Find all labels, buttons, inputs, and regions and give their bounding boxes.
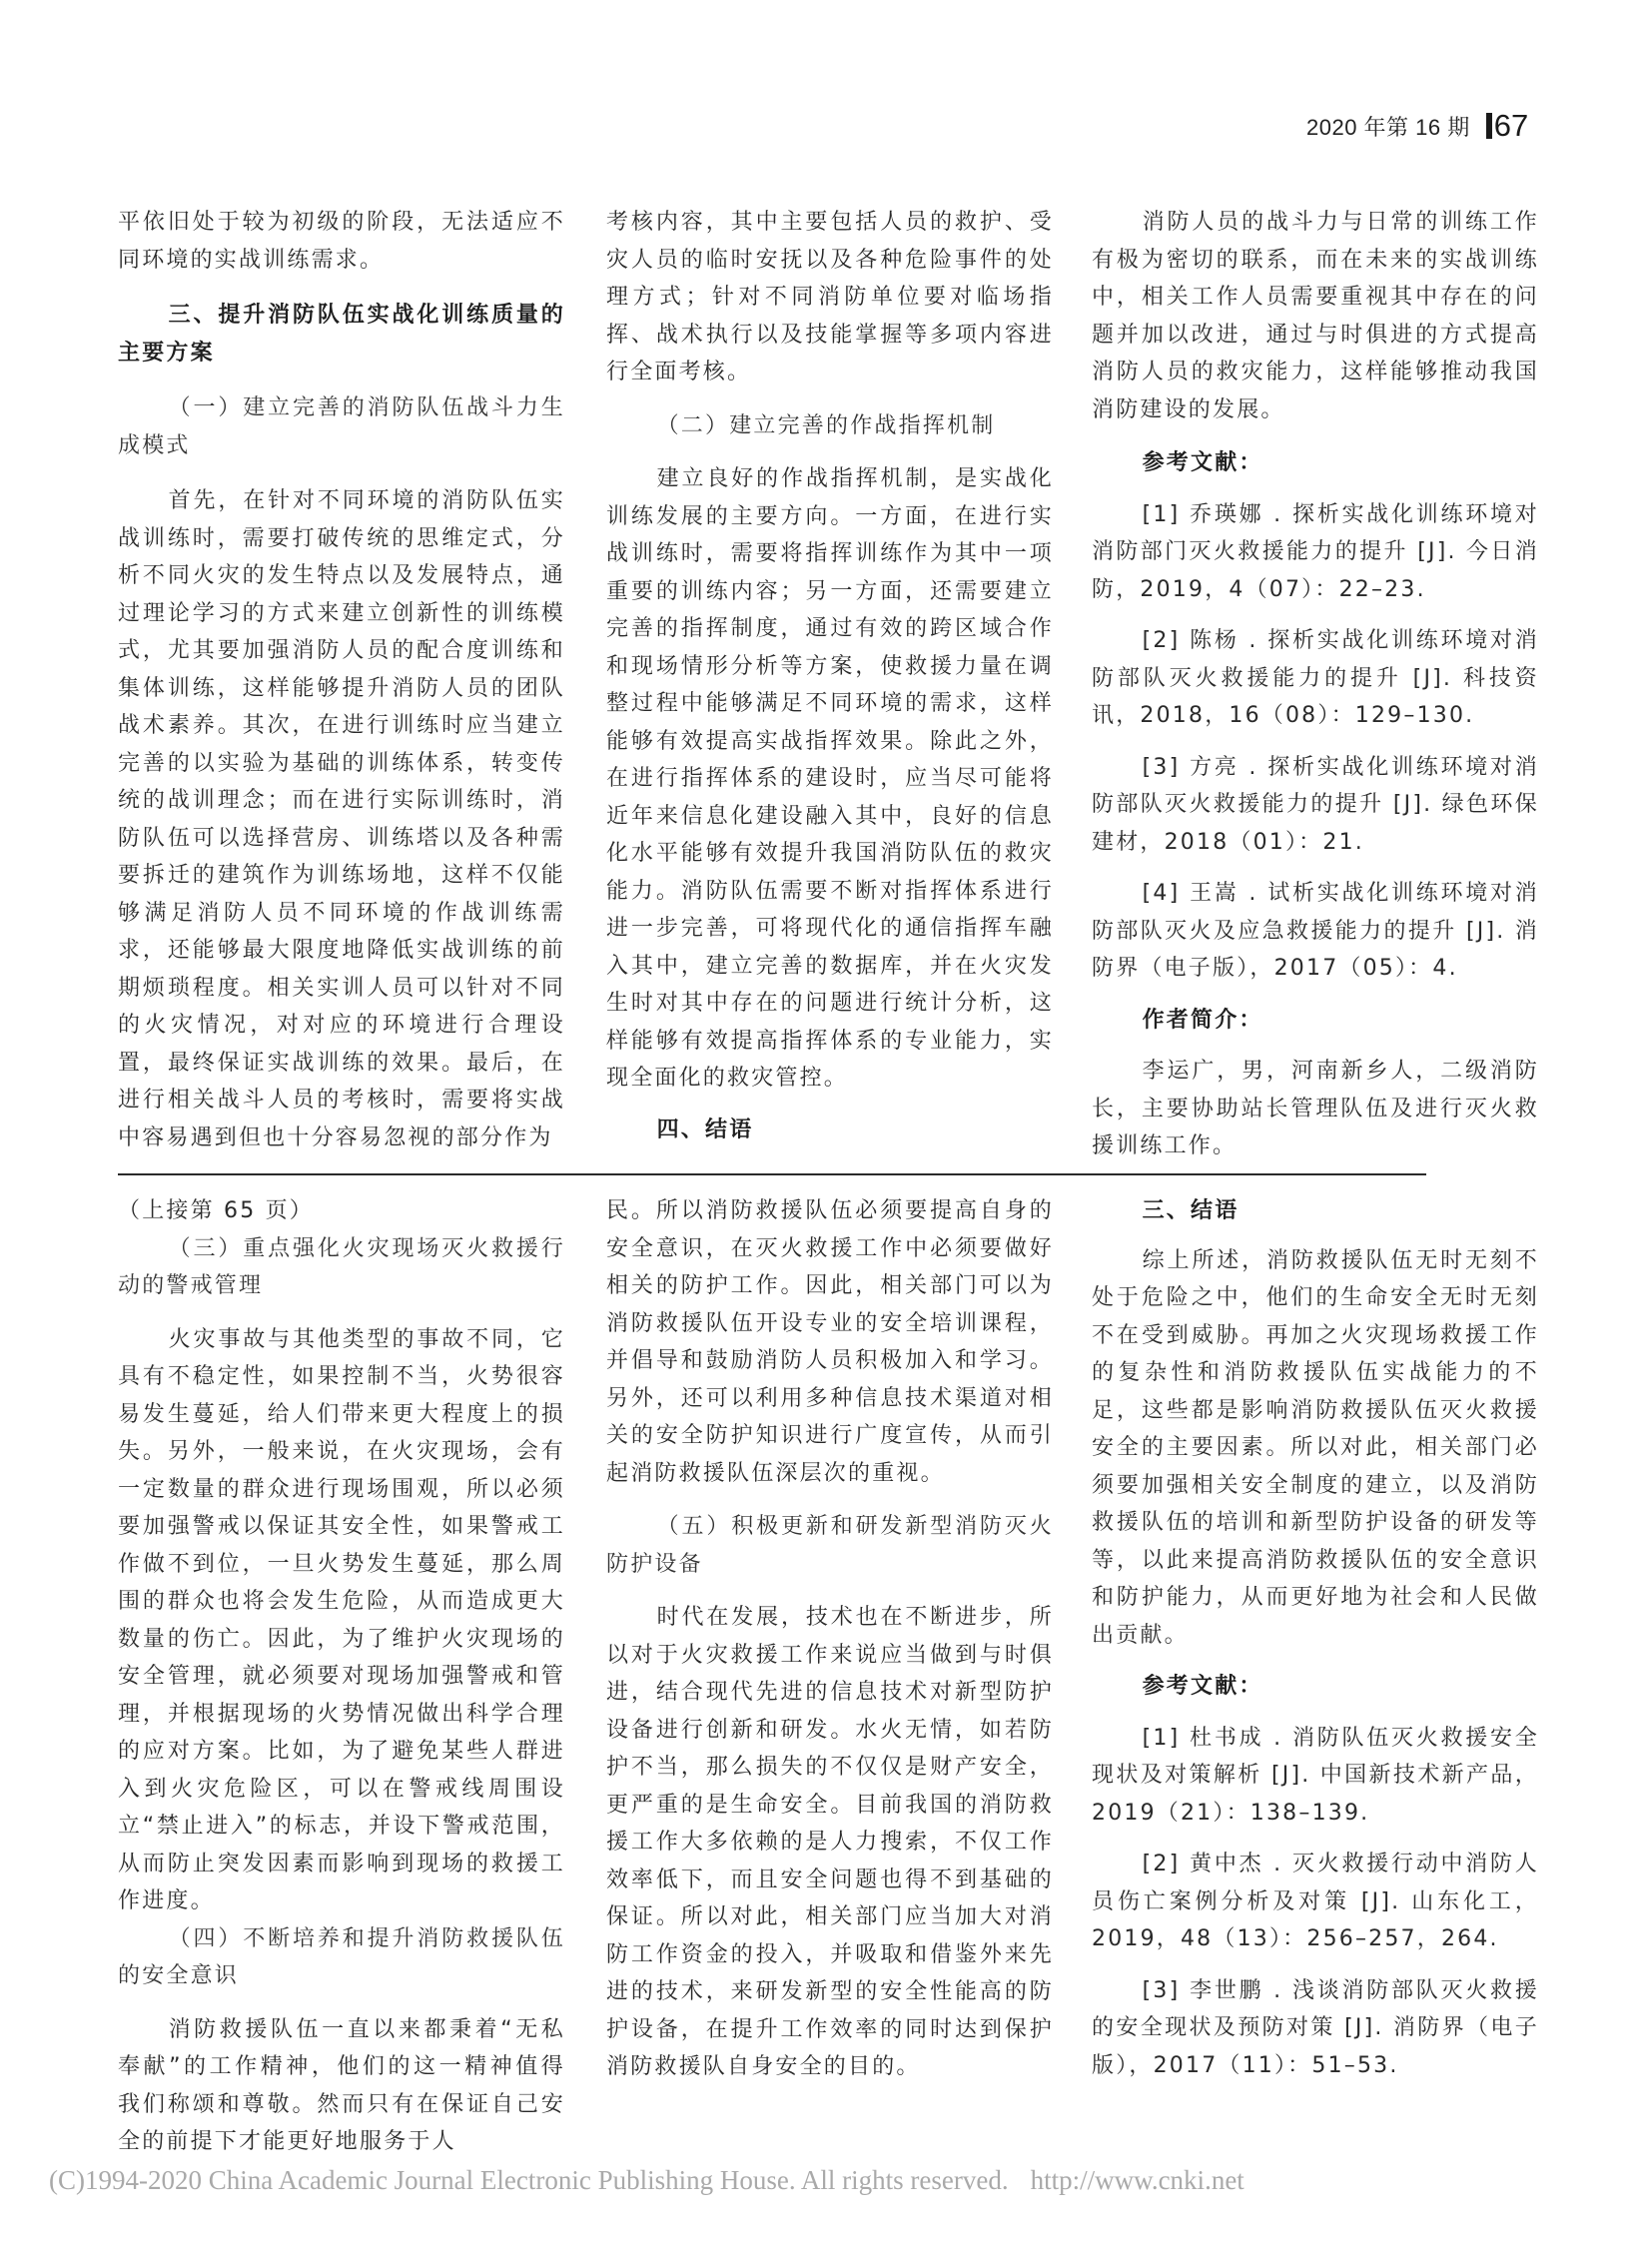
reference-item: [1] 乔瑛娜 . 探析实战化训练环境对消防部门灭火救援能力的提升 [J]. 今日消防，2019，4（07）：22–23.: [1092, 501, 1539, 602]
section-heading-4: 四、结语: [656, 1117, 754, 1142]
references-title: 参考文献：: [1142, 1674, 1263, 1699]
top-column-2: [606, 204, 1054, 1148]
top-column-3: [1092, 204, 1539, 1165]
subheading-3: （三）重点强化火灾现场灭火救援行动的警戒管理: [118, 1235, 565, 1298]
bottom-column-1: [118, 1192, 565, 2161]
paragraph-2: 建立良好的作战指挥机制，是实战化训练发展的主要方向。一方面，在进行实战训练时，需要将指挥训练作为其中一项重要的训练内容；另一方面，还需要建立完善的指挥制度，通过有效的跨区域合作和现场情形分析等方案，使救援力量在调整过程中能够满足不同环境的需求，这样能够有效提高实战指挥效果。除此之外，在进行指挥体系的建设时，应当尽可能将近年来信息化建设融入其中，良好的信息化水平能够有效提升我国消防队伍的救灾能力。消防队伍需要不断对指挥体系进行进一步完善，可将现代化的通信指挥车融入其中，建立完善的数据库，并在火灾发生时对其中存在的问题进行统计分析，这样能够有效提高指挥体系的专业能力，实现全面化的救灾管控。: [606, 466, 1054, 1091]
bottom-column-3: [1092, 1192, 1539, 2084]
paragraph-1: 首先，在针对不同环境的消防队伍实战训练时，需要打破传统的思维定式，分析不同火灾的发生特点以及发展特点，通过理论学习的方式来建立创新性的训练模式，尤其要加强消防人员的配合度训练和集体训练，这样能够提升消防人员的团队战术素养。其次，在进行训练时应当建立完善的以实验为基础的训练体系，转变传统的战训理念；而在进行实际训练时，消防队伍可以选择营房、训练塔以及各种需要拆迁的建筑作为训练场地，这样不仅能够满足消防人员不同环境的作战训练需求，还能够最大限度地降低实战训练的前期烦琐程度。相关实训人员可以针对不同的火灾情况，对对应的环境进行合理设置，最终保证实战训练的效果。最后，在进行相关战斗人员的考核时，需要将实战中容易遇到但也十分容易忽视的部分作为: [118, 488, 565, 1150]
section-heading-3: 三、提升消防队伍实战化训练质量的主要方案: [118, 303, 565, 366]
section-heading-conclusion: 三、结语: [1142, 1198, 1239, 1223]
footer-url: http://www.cnki.net: [1030, 2165, 1244, 2195]
page-number-bar-icon: [1486, 113, 1492, 139]
references-title: 参考文献：: [1142, 450, 1263, 475]
reference-item: [2] 黄中杰 . 灭火救援行动中消防人员伤亡案例分析及对策 [J]. 山东化工，2019，48（13）：256–257，264.: [1092, 1852, 1539, 1951]
reference-item: [2] 陈杨 . 探析实战化训练环境对消防部队灭火救援能力的提升 [J]. 科技资讯，2018，16（08）：129–130.: [1092, 628, 1539, 728]
paragraph-4: 消防救援队伍一直以来都秉着“无私奉献”的工作精神，他们的这一精神值得我们称颂和尊敬。然而只有在保证自己安全的前提下才能更好地服务于人: [118, 2016, 565, 2154]
subheading-5: （五）积极更新和研发新型消防灭火防护设备: [606, 1514, 1054, 1577]
subheading-2: （二）建立完善的作战指挥机制: [656, 412, 996, 438]
bottom-column-2: [606, 1192, 1054, 2086]
copyright-footer: [49, 2165, 1547, 2196]
conclusion-paragraph: 消防人员的战斗力与日常的训练工作有极为密切的联系，而在未来的实战训练中，相关工作人员需要重视其中存在的问题并加以改进，通过与时俱进的方式提高消防人员的救灾能力，这样能够推动我国消防建设的发展。: [1092, 210, 1539, 422]
subheading-4: （四）不断培养和提升消防救援队伍的安全意识: [118, 1925, 565, 1988]
subheading-1: （一）建立完善的消防队伍战斗力生成模式: [118, 395, 565, 458]
top-column-1: [118, 204, 565, 1156]
conclusion-paragraph: 综上所述，消防救援队伍无时无刻不处于危险之中，他们的生命安全无时无刻不在受到威胁。再加之火灾现场救援工作的复杂性和消防救援队伍实战能力的不足，这些都是影响消防救援队伍灭火救援安全的主要因素。所以对此，相关部门必须要加强相关安全制度的建立，以及消防救援队伍的培训和新型防护设备的研发等等，以此来提高消防救援队伍的安全意识和防护能力，从而更好地为社会和人民做出贡献。: [1092, 1247, 1539, 1648]
reference-item: [4] 王嵩 . 试析实战化训练环境对消防部队灭火及应急救援能力的提升 [J]. 消防界（电子版），2017（05）：4.: [1092, 881, 1539, 981]
paragraph-continued: 平依旧处于较为初级的阶段，无法适应不同环境的实战训练需求。: [118, 210, 565, 273]
reference-item: [1] 杜书成 . 消防队伍灭火救援安全现状及对策解析 [J]. 中国新技术新产品，2019（21）：138–139.: [1092, 1725, 1539, 1826]
paragraph-continued: 考核内容，其中主要包括人员的救护、受灾人员的临时安抚以及各种危险事件的处理方式；针对不同消防单位要对临场指挥、战术执行以及技能掌握等多项内容进行全面考核。: [606, 210, 1054, 384]
copyright-text: (C)1994-2020 China Academic Journal Electronic Publishing House. All rights reserved.: [49, 2165, 1009, 2195]
page-header: [1306, 106, 1528, 146]
issue-label: 2020 年第 16 期: [1306, 114, 1470, 140]
reference-item: [3] 方亮 . 探析实战化训练环境对消防部队灭火救援能力的提升 [J]. 绿色环保建材，2018（01）：21.: [1092, 754, 1539, 855]
author-bio: 李运广，男，河南新乡人，二级消防长，主要协助站长管理队伍及进行灭火救援训练工作。: [1092, 1059, 1539, 1158]
page-number: 67: [1493, 108, 1529, 143]
reference-item: [3] 李世鹏 . 浅谈消防部队灭火救援的安全现状及预防对策 [J]. 消防界（电子版），2017（11）：51–53.: [1092, 1977, 1539, 2078]
paragraph-5: 时代在发展，技术也在不断进步，所以对于火灾救援工作来说应当做到与时俱进，结合现代先进的信息技术对新型防护设备进行创新和研发。水火无情，如若防护不当，那么损失的不仅仅是财产安全，更严重的是生命安全。目前我国的消防救援工作大多依赖的是人力搜索，不仅工作效率低下，而且安全问题也得不到基础的保证。所以对此，相关部门应当加大对消防工作资金的投入，并吸取和借鉴外来先进的技术，来研发新型的安全性能高的防护设备，在提升工作效率的同时达到保护消防救援队自身安全的目的。: [606, 1605, 1054, 2079]
section-divider: [118, 1173, 1426, 1175]
continued-from-note: （上接第 65 页）: [118, 1198, 314, 1223]
paragraph-3: 火灾事故与其他类型的事故不同，它具有不稳定性，如果控制不当，火势很容易发生蔓延，给人们带来更大程度上的损失。另外，一般来说，在火灾现场，会有一定数量的群众进行现场围观，所以必须要加强警戒以保证其安全性，如果警戒工作做不到位，一旦火势发生蔓延，那么周围的群众也将会发生危险，从而造成更大数量的伤亡。因此，为了维护火灾现场的安全管理，就必须要对现场加强警戒和管理，并根据现场的火势情况做出科学合理的应对方案。比如，为了避免某些人群进入到火灾危险区，可以在警戒线周围设立“禁止进入”的标志，并设下警戒范围，从而防止突发因素而影响到现场的救援工作进度。: [118, 1326, 565, 1913]
paragraph-continued: 民。所以消防救援队伍必须要提高自身的安全意识，在灭火救援工作中必须要做好相关的防护工作。因此，相关部门可以为消防救援队伍开设专业的安全培训课程，并倡导和鼓励消防人员积极加入和学习。另外，还可以利用多种信息技术渠道对相关的安全防护知识进行广度宣传，从而引起消防救援队伍深层次的重视。: [606, 1198, 1054, 1486]
author-title: 作者简介：: [1142, 1007, 1263, 1033]
